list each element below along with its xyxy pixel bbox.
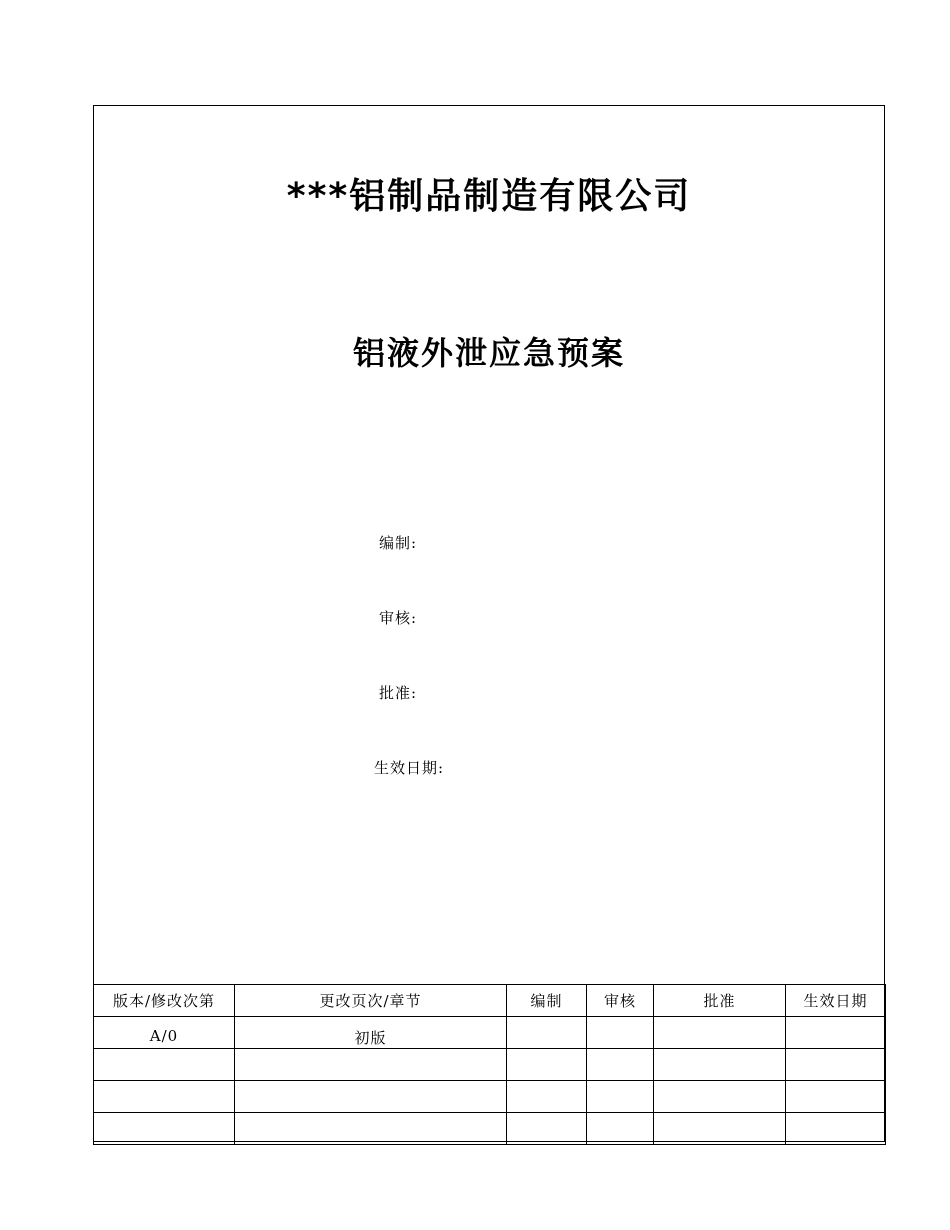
- prepared-by-label: 编制:: [379, 534, 418, 552]
- table-row: [94, 1081, 886, 1113]
- reviewed-by-label: 审核:: [379, 609, 418, 627]
- table-cell: [94, 1113, 235, 1145]
- column-header-effective-date: 生效日期: [786, 985, 886, 1017]
- table-cell: [235, 1113, 507, 1145]
- company-name: ***铝制品制造有限公司: [286, 176, 692, 217]
- table-cell: [587, 1049, 654, 1081]
- table-cell: [94, 1081, 235, 1113]
- table-cell: [654, 1081, 786, 1113]
- table-cell: 初版: [235, 1017, 507, 1049]
- table-cell: [507, 1017, 587, 1049]
- column-header-changed-pages: 更改页次/章节: [235, 985, 507, 1017]
- table-cell: A/0: [94, 1017, 235, 1049]
- column-header-reviewed: 审核: [587, 985, 654, 1017]
- document-title: 铝液外泄应急预案: [352, 334, 625, 372]
- table-row: [94, 1113, 886, 1145]
- table-cell: [654, 1049, 786, 1081]
- table-row: [94, 1017, 886, 1049]
- table-cell: [786, 1049, 886, 1081]
- table-row: [94, 1049, 886, 1081]
- table-cell: [786, 1081, 886, 1113]
- table-header-row: [94, 985, 886, 1017]
- document-frame: [93, 105, 885, 1142]
- table-cell: [507, 1049, 587, 1081]
- table-cell: [654, 1017, 786, 1049]
- table-cell: [587, 1113, 654, 1145]
- table-cell: [507, 1081, 587, 1113]
- table-cell: [786, 1113, 886, 1145]
- table-cell: [235, 1081, 507, 1113]
- table-cell: [587, 1081, 654, 1113]
- table-cell: [507, 1113, 587, 1145]
- table-cell: [587, 1017, 654, 1049]
- table-cell: [235, 1049, 507, 1081]
- column-header-prepared: 编制: [507, 985, 587, 1017]
- table-cell: [786, 1017, 886, 1049]
- revision-history-table: [93, 984, 886, 1145]
- approved-by-label: 批准:: [379, 684, 418, 702]
- table-cell: [94, 1049, 235, 1081]
- effective-date-label: 生效日期:: [374, 759, 445, 777]
- column-header-version: 版本/修改次第: [94, 985, 235, 1017]
- table-cell: [654, 1113, 786, 1145]
- column-header-approved: 批准: [654, 985, 786, 1017]
